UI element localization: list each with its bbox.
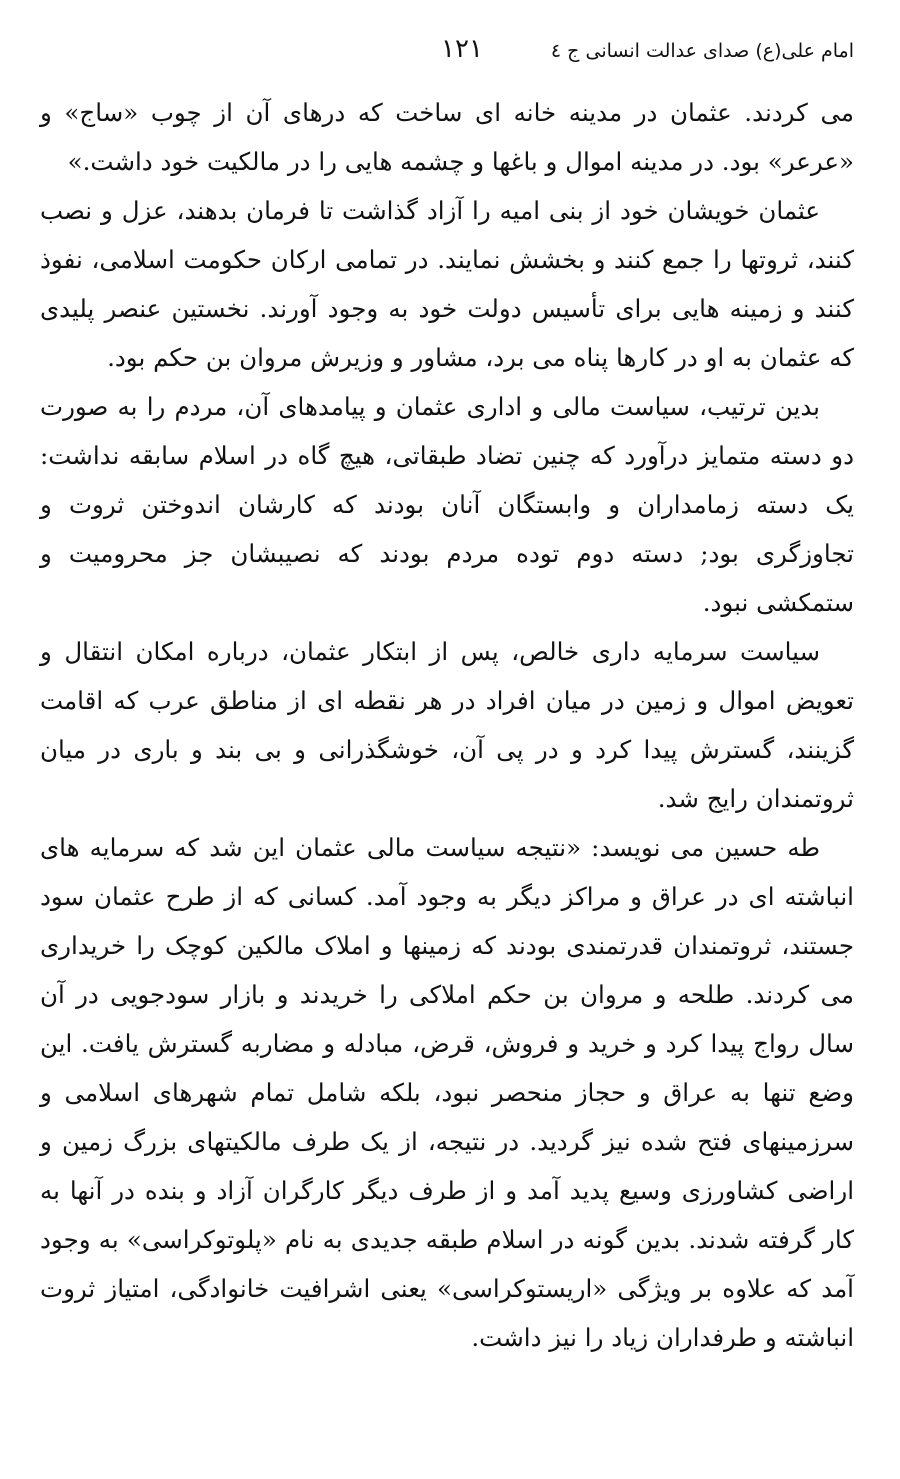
paragraph: عثمان خویشان خود از بنی امیه را آزاد گذاشت تا فرمان بدهند، عزل و نصب کنند، ثروتها را جمع کنند و بخشش نمایند. در تمامی ارکان حکومت اسلامی، نفوذ کنند و زمینه هایی برای تأسیس دولت خود به وجود آورند. نخستین عنصر پلیدی که عثمان به او در کارها پناه می برد، مشاور و وزیرش مروان بن حکم بود.	[40, 196, 854, 372]
paragraph: بدین ترتیب، سیاست مالی و اداری عثمان و پیامدهای آن، مردم را به صورت دو دسته متمایز درآورد که چنین تضاد طبقاتی، هیچ گاه در اسلام سابقه نداشت: یک دسته زمامداران و وابستگان آنان بودند که کارشان اندوختن ثروت و تجاوزگری بود; دسته دوم توده مردم بودند که نصیبشان جز محرومیت و ستمکشی نبود.	[40, 392, 854, 617]
body-text	[40, 88, 854, 1362]
page-number: ۱۲۱	[441, 34, 483, 64]
paragraph: طه حسین می نویسد: «نتیجه سیاست مالی عثمان این شد که سرمایه های انباشته ای در عراق و مراکز دیگر به وجود آمد. کسانی که از طرح عثمان سود جستند، ثروتمندان قدرتمندی بودند که زمینها و املاک مالکین کوچک را خریداری می کردند. طلحه و مروان بن حکم املاکی را خریدند و بازار سودجویی در آن سال رواج پیدا کرد و خرید و فروش، قرض، مبادله و مضاربه گسترش یافت. این وضع تنها به عراق و حجاز منحصر نبود، بلکه شامل تمام شهرهای اسلامی و سرزمینهای فتح شده نیز گردید. در نتیجه، از یک طرف مالکیتهای بزرگ زمین و اراضی کشاورزی وسیع پدید آمد و از طرف دیگر کارگران آزاد و بنده در آنها به کار گرفته شدند. بدین گونه در اسلام طبقه جدیدی به نام «پلوتوکراسی» به وجود آمد که علاوه بر ویژگی «اریستوکراسی» یعنی اشرافیت خانوادگی، امتیاز ثروت انباشته و طرفداران زیاد را نیز داشت.	[40, 833, 854, 1352]
running-title: امام علی(ع) صدای عدالت انسانی ج ٤	[550, 40, 854, 62]
page-header	[40, 34, 854, 70]
paragraph: سیاست سرمایه داری خالص، پس از ابتکار عثمان، درباره امکان انتقال و تعویض اموال و زمین در میان افراد در هر نقطه ای از مناطق عرب که اقامت گزینند، گسترش پیدا کرد و در پی آن، خوشگذرانی و بی بند و باری در میان ثروتمندان رایج شد.	[40, 637, 854, 813]
paragraph-continuation: می کردند. عثمان در مدینه خانه ای ساخت که درهای آن از چوب «ساج» و «عرعر» بود. در مدینه اموال و باغها و چشمه هایی را در مالکیت خود داشت.»	[40, 98, 854, 176]
